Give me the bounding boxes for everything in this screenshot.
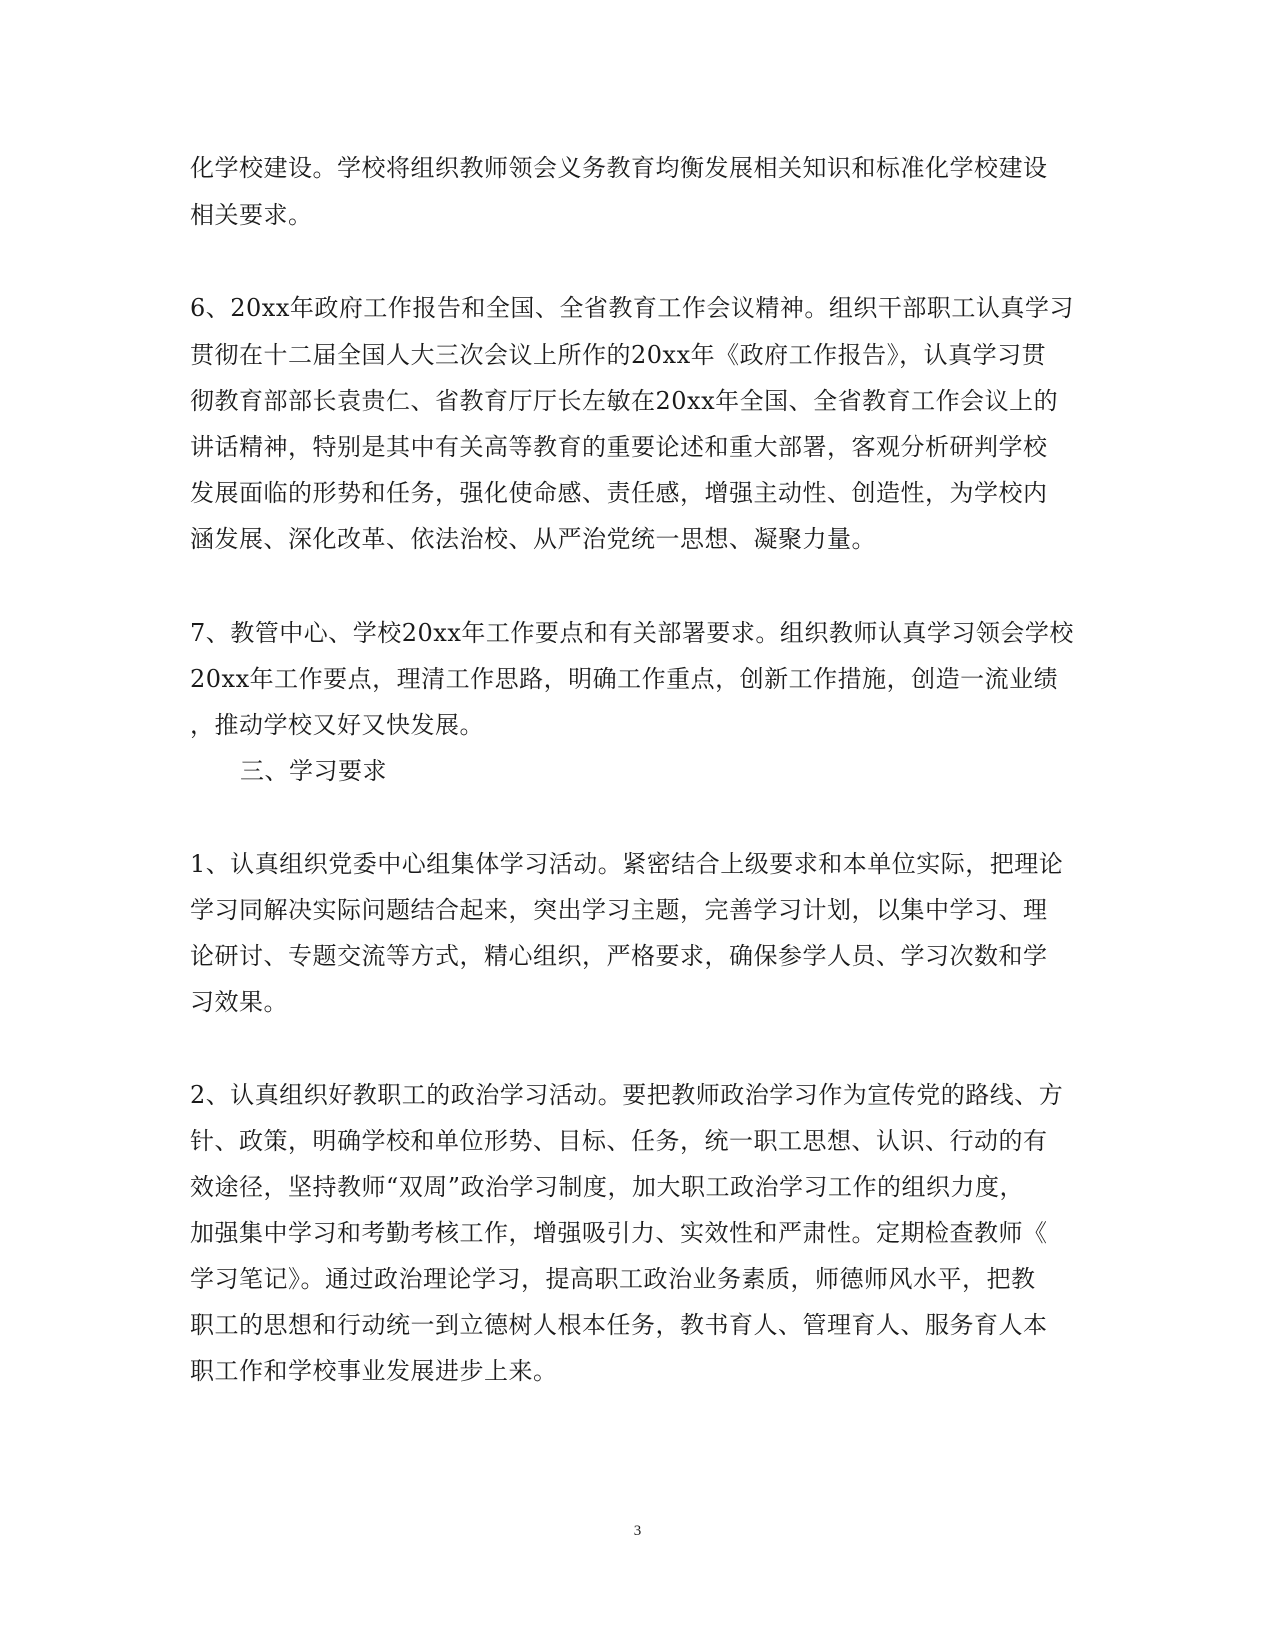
- paragraph-line: 化学校建设。学校将组织教师领会义务教育均衡发展相关知识和标准化学校建设: [190, 154, 1048, 182]
- paragraph-line: 职工作和学校事业发展进步上来。: [190, 1357, 558, 1385]
- paragraph-line: ，推动学校又好又快发展。: [190, 711, 484, 739]
- paragraph-line: 7、教管中心、学校20xx年工作要点和有关部署要求。组织教师认真学习领会学校: [190, 619, 1074, 647]
- paragraph-line: 1、认真组织党委中心组集体学习活动。紧密结合上级要求和本单位实际，把理论: [190, 850, 1064, 878]
- paragraph-line: 效途径，坚持教师“双周”政治学习制度，加大职工政治学习工作的组织力度，: [190, 1173, 1025, 1201]
- paragraph-line: 针、政策，明确学校和单位形势、目标、任务，统一职工思想、认识、行动的有: [190, 1127, 1048, 1155]
- page-number: 3: [633, 1523, 642, 1539]
- paragraph-line: 学习笔记》。通过政治理论学习，提高职工政治业务素质，师德师风水平，把教: [190, 1265, 1036, 1293]
- paragraph-line: 2、认真组织好教职工的政治学习活动。要把教师政治学习作为宣传党的路线、方: [190, 1081, 1064, 1109]
- section-heading: 三、学习要求: [240, 757, 387, 785]
- paragraph-line: 职工的思想和行动统一到立德树人根本任务，教书育人、管理育人、服务育人本: [190, 1311, 1048, 1339]
- paragraph-line: 论研讨、专题交流等方式，精心组织，严格要求，确保参学人员、学习次数和学: [190, 942, 1048, 970]
- paragraph-line: 加强集中学习和考勤考核工作，增强吸引力、实效性和严肃性。定期检查教师《: [190, 1219, 1048, 1247]
- paragraph-line: 贯彻在十二届全国人大三次会议上所作的20xx年《政府工作报告》，认真学习贯: [190, 341, 1047, 369]
- paragraph-line: 相关要求。: [190, 201, 313, 229]
- paragraph-line: 彻教育部部长袁贵仁、省教育厅厅长左敏在20xx年全国、全省教育工作会议上的: [190, 387, 1059, 415]
- paragraph-line: 学习同解决实际问题结合起来，突出学习主题，完善学习计划，以集中学习、理: [190, 896, 1048, 924]
- paragraph-line: 6、20xx年政府工作报告和全国、全省教育工作会议精神。组织干部职工认真学习: [190, 294, 1074, 322]
- paragraph-line: 20xx年工作要点，理清工作思路，明确工作重点，创新工作措施，创造一流业绩: [190, 665, 1059, 693]
- paragraph-line: 涵发展、深化改革、依法治校、从严治党统一思想、凝聚力量。: [190, 525, 876, 553]
- paragraph-line: 习效果。: [190, 988, 288, 1016]
- paragraph-line: 发展面临的形势和任务，强化使命感、责任感，增强主动性、创造性，为学校内: [190, 479, 1048, 507]
- paragraph-line: 讲话精神，特别是其中有关高等教育的重要论述和重大部署，客观分析研判学校: [190, 433, 1048, 461]
